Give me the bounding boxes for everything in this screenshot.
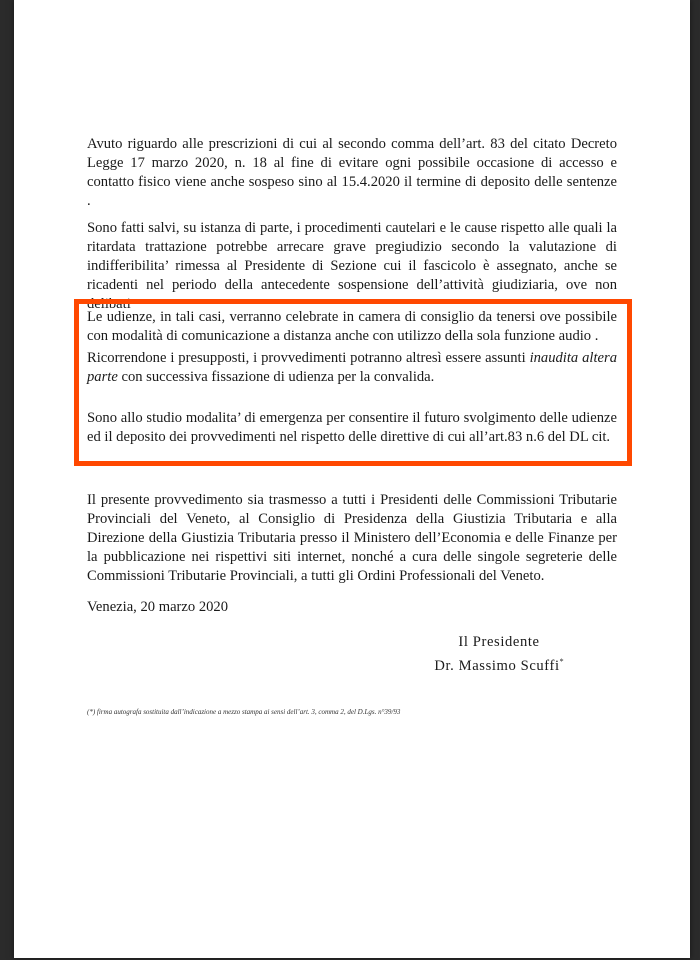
paragraph-provisions [87,349,617,387]
document-page [14,0,690,958]
signature-mark: * [559,657,564,666]
paragraph-emergency-modalities: Sono allo studio modalita’ di emergenza per consentire il futuro svolgimento delle udienze ed il deposito dei provvedimenti nel rispetto delle direttive di cui all’art.83 n.6 del DL cit. [87,410,617,445]
signature-block [394,633,604,676]
signature-name: Dr. Massimo Scuffi [434,657,560,674]
paragraph-hearings: Le udienze, in tali casi, verranno celebrate in camera di consiglio da tenersi ove possibile con modalità di comunicazione a distanza anche con utilizzo della sola funzione audio . [87,309,617,344]
paragraph-provisions-end: con successiva fissazione di udienza per la convalida. [117,369,435,385]
paragraph-provisions-start: Ricorrendone i presupposti, i provvedimenti potranno altresì essere assunti [87,350,530,366]
paragraph-provisions-italic: inaudita altera parte [87,350,617,385]
signature-title: Il Presidente [458,634,540,650]
place-date: Venezia, 20 marzo 2020 [87,599,229,615]
signature-line [394,652,604,676]
paragraph-exceptions: Sono fatti salvi, su istanza di parte, i procedimenti cautelari e le cause rispetto alle quali la ritardata trattazione potrebbe arrecare grave pregiudizio secondo la valutazione di indifferibilita’ rimessa al Presidente di Sezione cui il fascicolo è assegnato, anche se ricadenti nel periodo della antecedente sospensione dell’attività giudiziaria, ove non delibati [87,220,617,312]
footnote: (*) firma autografa sostituita dall’indicazione a mezzo stampa ai sensi dell’art. 3, comma 2, del D.Lgs. n°39/93 [87,708,401,716]
paragraph-deposit-suspension: Avuto riguardo alle prescrizioni di cui al secondo comma dell’art. 83 del citato Decreto Legge 17 marzo 2020, n. 18 al fine di evitare ogni possibile occasione di accesso e contatto fisico viene anche sospeso sino al 15.4.2020 il termine di deposito delle sentenze . [87,136,617,209]
paragraph-transmission: Il presente provvedimento sia trasmesso a tutti i Presidenti delle Commissioni Tributarie Provinciali del Veneto, al Consiglio di Presidenza della Giustizia Tributaria e alla Direzione della Giustizia Tributaria presso il Ministero dell’Economia e delle Finanze per la pubblicazione nei rispettivi siti internet, nonché a cura delle singole segreterie delle Commissioni Tributarie Provinciali, a tutti gli Ordini Professionali del Veneto. [87,492,617,584]
